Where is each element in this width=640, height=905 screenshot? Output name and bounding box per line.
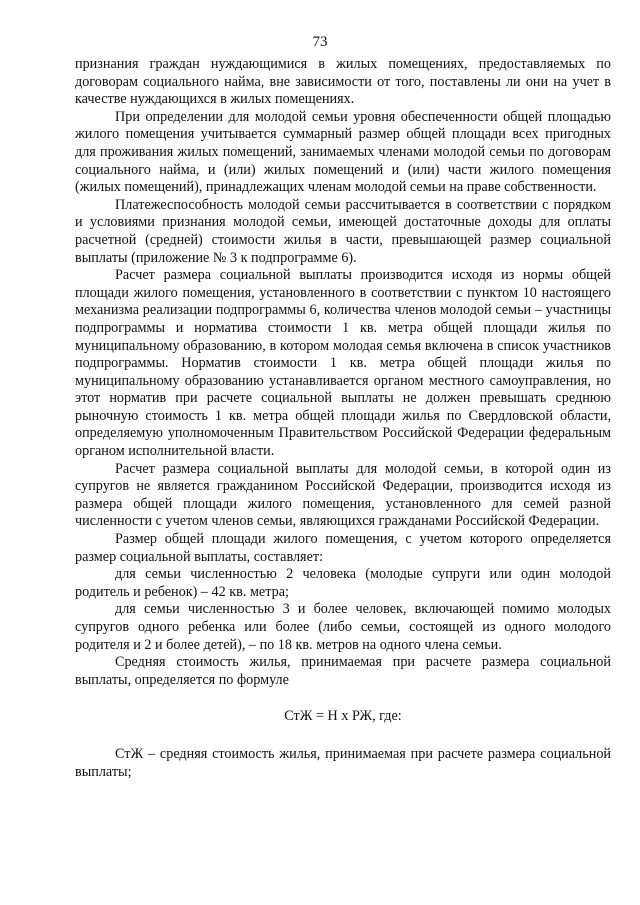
paragraph-definition: СтЖ – средняя стоимость жилья, принимаемая при расчете размера социальной выплаты; — [75, 745, 611, 780]
page-number: 73 — [312, 34, 328, 50]
paragraph-solvency: Платежеспособность молодой семьи рассчитывается в соответствии с порядком и условиями признания молодой семьи, имеющей достаточные доходы для оплаты расчетной (средней) стоимости жилья в части, превышающей размер социальной выплаты (приложение № 3 к подпрограмме 6). — [75, 196, 611, 266]
paragraph-continuation: признания граждан нуждающимися в жилых помещениях, предоставляемых по договорам социального найма, вне зависимости от того, поставлены ли они на учет в качестве нуждающихся в жилых помещениях. — [75, 56, 611, 108]
paragraph-two-person-family: для семьи численностью 2 человека (молодые супруги или один молодой родитель и ребенок) – 42 кв. метра; — [75, 566, 611, 600]
paragraph-payment-calculation: Расчет размера социальной выплаты производится исходя из нормы общей площади жилого помещения, установленного в соответствии с пунктом 10 настоящего механизма реализации подпрограммы 6, количества членов молодой семьи – участницы подпрограммы и норматива стоимости 1 кв. метра общей площади жилья по муниципальному образованию, в котором молодая семья включена в список участников подпрограммы. Норматив стоимости 1 кв. метра общей площади жилья по муниципальному образованию устанавливается органом местного самоуправления, но этот норматив при расчете социальной выплаты не должен превышать среднюю рыночную стоимость 1 кв. метра общей площади жилья по Свердловской области, определяемую уполномоченным Правительством Российской Федерации федеральным органом исполнительной власти. — [75, 267, 611, 460]
document-body — [75, 56, 611, 781]
formula: СтЖ = Н х РЖ, где: — [284, 708, 402, 725]
paragraph-three-plus-family: для семьи численностью 3 и более человек, включающей помимо молодых супругов одного ребенка или более (либо семьи, состоящей из одного молодого родителя и 2 и более детей), – по 18 кв. метров на одного члена семьи. — [75, 601, 611, 653]
paragraph-average-cost: Средняя стоимость жилья, принимаемая при расчете размера социальной выплаты, определяется по формуле — [75, 654, 611, 688]
paragraph-area-determination: При определении для молодой семьи уровня обеспеченности общей площадью жилого помещения учитывается суммарный размер общей площади всех пригодных для проживания жилых помещений, занимаемых членами молодой семьи по договорам социального найма, и (или) жилых помещений и (или) части жилого помещения (жилых помещений), принадлежащих членам молодой семьи на праве собственности. — [75, 108, 611, 196]
paragraph-foreign-spouse: Расчет размера социальной выплаты для молодой семьи, в которой один из супругов не является гражданином Российской Федерации, производится исходя из размера общей площади жилого помещения, установленного для семей разной численности с учетом членов семьи, являющихся гражданами Российской Федерации. — [75, 460, 611, 530]
paragraph-area-size: Размер общей площади жилого помещения, с учетом которого определяется размер социальной выплаты, составляет: — [75, 531, 611, 565]
